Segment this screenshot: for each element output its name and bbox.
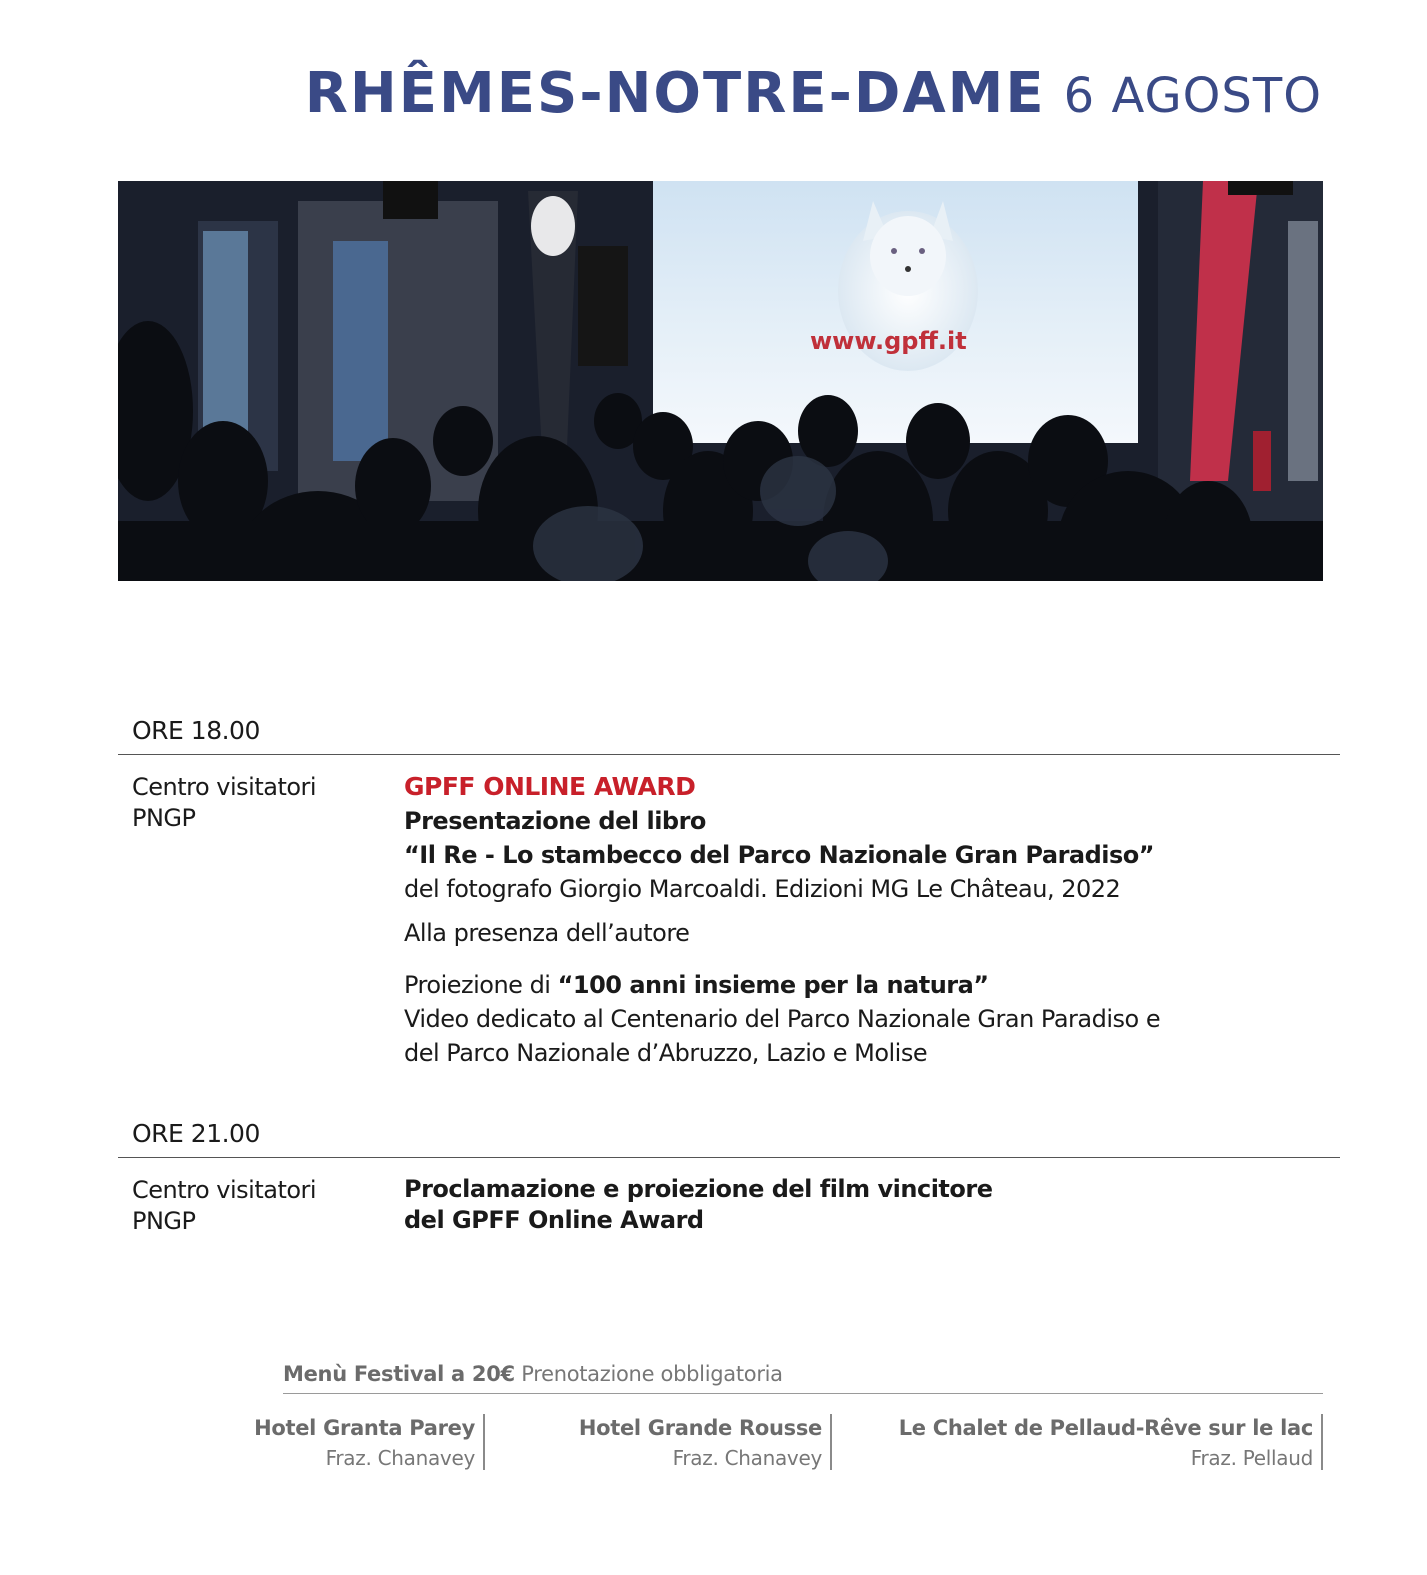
page-header [304,61,1322,126]
video-line-1: Video dedicato al Centenario del Parco Nazionale Gran Paradiso e [404,1005,1161,1033]
video-line-2: del Parco Nazionale d’Abruzzo, Lazio e Molise [404,1039,928,1067]
venue-2 [132,1175,316,1237]
hotel-1-name: Hotel Granta Parey [254,1416,475,1440]
screening-photo [118,181,1323,581]
venue-1 [132,772,316,834]
venue-2-line2: PNGP [132,1207,196,1235]
hotel-2 [579,1414,832,1470]
projection-title: “100 anni insieme per la natura” [557,971,989,999]
menu-price: Menù Festival a 20€ [283,1362,515,1386]
event-2-title-line2: del GPFF Online Award [404,1206,704,1234]
hotel-2-location: Fraz. Chanavey [672,1446,822,1470]
venue-2-line1: Centro visitatori [132,1176,317,1204]
hotel-3 [899,1414,1323,1470]
footer-divider [283,1393,1323,1394]
hotel-3-location: Fraz. Pellaud [1190,1446,1313,1470]
hotel-1 [254,1414,485,1470]
award-heading: GPFF ONLINE AWARD [404,772,696,801]
hotel-1-location: Fraz. Chanavey [325,1446,475,1470]
author-note: Alla presenza dell’autore [404,919,690,947]
time-label-2: ORE 21.00 [132,1119,260,1148]
menu-note: Prenotazione obbligatoria [521,1362,783,1386]
venue-1-line2: PNGP [132,804,196,832]
menu-festival-line [283,1362,783,1386]
event-date: 6 AGOSTO [1063,68,1322,124]
event-2 [404,1174,1304,1236]
event-2-title-line1: Proclamazione e proiezione del film vincitore [404,1175,993,1203]
screen-url-text: www.gpff.it [810,327,967,355]
screening-photo-illustration [118,181,1323,581]
book-title: “Il Re - Lo stambecco del Parco Nazionale Gran Paradiso” [404,841,1155,869]
venue-1-line1: Centro visitatori [132,773,317,801]
book-credit: del fotografo Giorgio Marcoaldi. Edizioni MG Le Château, 2022 [404,875,1121,903]
schedule-divider-2 [118,1157,1340,1158]
place-title: RHÊMES-NOTRE-DAME [304,61,1046,126]
projection-prefix: Proiezione di [404,971,558,999]
projection-line [404,968,1304,1002]
event-1 [404,770,1304,1070]
schedule-divider-1 [118,754,1340,755]
hotel-3-name: Le Chalet de Pellaud-Rêve sur le lac [898,1416,1313,1440]
time-label-1: ORE 18.00 [132,716,260,745]
book-intro: Presentazione del libro [404,807,706,835]
hotel-2-name: Hotel Grande Rousse [578,1416,822,1440]
